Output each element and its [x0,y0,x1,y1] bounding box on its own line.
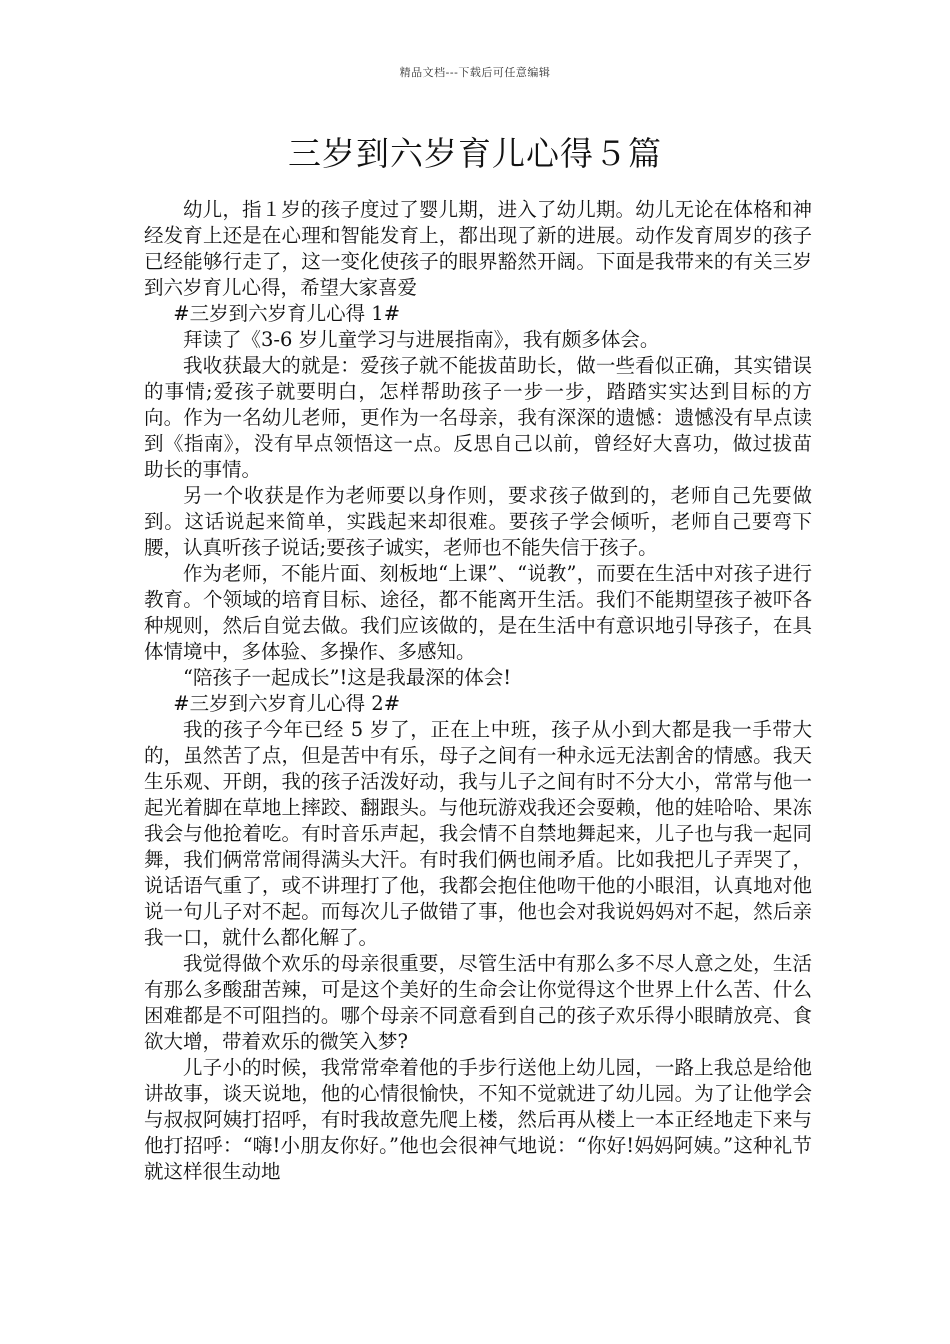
section-heading-1: #三岁到六岁育儿心得 1# [173,302,401,325]
paragraph-intro: 幼儿，指１岁的孩子度过了婴儿期，进入了幼儿期。幼儿无论在体格和神经发育上还是在心理和智能发育上，都出现了新的进展。动作发育周岁的孩子已经能够行走了，这一变化使孩子的眼界豁然开阔。下面是我带来的有关三岁到六岁育儿心得，希望大家喜爱 [144,198,812,299]
paragraph: 我觉得做个欢乐的母亲很重要，尽管生活中有那么多不尽人意之处，生活有那么多酸甜苦辣，可是这个美好的生命会让你觉得这个世界上什么苦、什么困难都是不可阻挡的。哪个母亲不同意看到自己的孩子欢乐得小眼睛放亮、食欲大增，带着欢乐的微笑入梦? [144,952,812,1053]
document-body [144,197,812,1185]
paragraph: 我收获最大的就是：爱孩子就不能拔苗助长，做一些看似正确，其实错误的事情;爱孩子就要明白，怎样帮助孩子一步一步，踏踏实实达到目标的方向。作为一名幼儿老师，更作为一名母亲，我有深深的遗憾：遗憾没有早点读到《指南》，没有早点领悟这一点。反思自己以前，曾经好大喜功，做过拔苗助长的事情。 [144,354,812,481]
paragraph: 儿子小的时候，我常常牵着他的手步行送他上幼儿园，一路上我总是给他讲故事，谈天说地，他的心情很愉快，不知不觉就进了幼儿园。为了让他学会与叔叔阿姨打招呼，有时我故意先爬上楼，然后再从楼上一本正经地走下来与他打招呼：“嗨!小朋友你好。”他也会很神气地说：“你好!妈妈阿姨。”这种礼节就这样很生动地 [144,1056,812,1183]
document-title: 三岁到六岁育儿心得５篇 [288,134,662,173]
header-note: 精品文档---下载后可任意编辑 [399,66,551,79]
paragraph: 作为老师，不能片面、刻板地“上课”、“说教”，而要在生活中对孩子进行教育。个领域的培育目标、途径，都不能离开生活。我们不能期望孩子被吓各种规则，然后自觉去做。我们应该做的，是在生活中有意识地引导孩子，在具体情境中，多体验、多操作、多感知。 [144,562,812,663]
paragraph: “陪孩子一起成长”!这是我最深的体会! [183,666,512,689]
paragraph: 我的孩子今年已经 5 岁了，正在上中班，孩子从小到大都是我一手带大的，虽然苦了点，但是苦中有乐，母子之间有一种永远无法割舍的情感。我天生乐观、开朗，我的孩子活泼好动，我与儿子之间有时不分大小，常常与他一起光着脚在草地上摔跤、翻跟头。与他玩游戏我还会耍赖，他的娃哈哈、果冻我会与他抢着吃。有时音乐声起，我会情不自禁地舞起来，儿子也与我一起同舞，我们俩常常闹得满头大汗。有时我们俩也闹矛盾。比如我把儿子弄哭了，说话语气重了，或不讲理打了他，我都会抱住他吻干他的小眼泪，认真地对他说一句儿子对不起。而每次儿子做错了事，他也会对我说妈妈对不起，然后亲我一口，就什么都化解了。 [144,718,812,949]
section-heading-2: #三岁到六岁育儿心得 2# [173,692,401,715]
paragraph: 另一个收获是作为老师要以身作则，要求孩子做到的，老师自己先要做到。这话说起来简单，实践起来却很难。要孩子学会倾听，老师自己要弯下腰，认真听孩子说话;要孩子诚实，老师也不能失信于孩子。 [144,484,812,559]
paragraph: 拜读了《3-6 岁儿童学习与进展指南》，我有颇多体会。 [183,328,660,351]
